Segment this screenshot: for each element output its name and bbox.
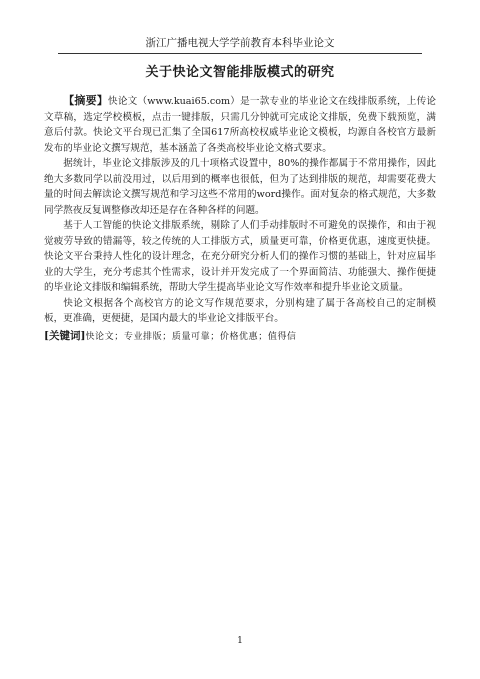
body-paragraph: 基于人工智能的快论文排版系统，剔除了人们手动排版时不可避免的误操作，和由于视觉疲劳导致的错漏等，较之传统的人工排版方式，质量更可靠，价格更优惠，速度更快捷。快论文平台秉持人性化的设计理念，在充分研究分析人们的操作习惯的基础上，针对应届毕业的大学生，充分考虑其个性需求，设计并开发完成了一个界面简洁、功能强大、操作便捷的毕业论文排版和编辑系统，帮助大学生提高毕业论文写作效率和提升毕业论文质量。 [44, 220, 436, 293]
abstract-paragraph [44, 93, 436, 156]
keywords-line [44, 329, 436, 346]
body-paragraph: 快论文根据各个高校官方的论文写作规范要求，分别构建了属于各高校自己的定制模板，更准确，更便捷，是国内最大的毕业论文排版平台。 [44, 297, 436, 324]
paragraph-text: 快论文（www.kuai65.com）是一款专业的毕业论文在线排版系统，上传论文草稿，选定学校模板，点击一键排版，只需几分钟就可完成论文排版，免费下载预览，满意后付款。快论文平台现已汇集了全国617所高校权威毕业论文模板，均源自各校官方最新发布的毕业论文撰写规范，基本涵盖了各类高校毕业论文格式要求。 [44, 96, 436, 154]
abstract-body [44, 93, 436, 327]
keywords-text: 快论文；专业排版；质量可靠；价格优惠；值得信 [85, 332, 297, 342]
paper-title: 关于快论文智能排版模式的研究 [145, 65, 335, 80]
abstract-label: 【摘要】 [63, 94, 109, 107]
page-number: 1 [237, 636, 243, 646]
body-paragraph: 据统计，毕业论文排版涉及的几十项格式设置中，80%的操作都属于不常用操作，因此绝大多数同学以前没用过，以后用到的概率也很低，但为了达到排版的规范，却需要花费大量的时间去解读论文撰写规范和学习这些不常用的word操作。面对复杂的格式规范，大多数同学熬夜反复调整修改却还是存在各种各样的问题。 [44, 158, 436, 216]
running-header: 浙江广播电视大学学前教育本科毕业论文 [58, 36, 422, 54]
keywords-label: [关键词] [44, 330, 86, 342]
